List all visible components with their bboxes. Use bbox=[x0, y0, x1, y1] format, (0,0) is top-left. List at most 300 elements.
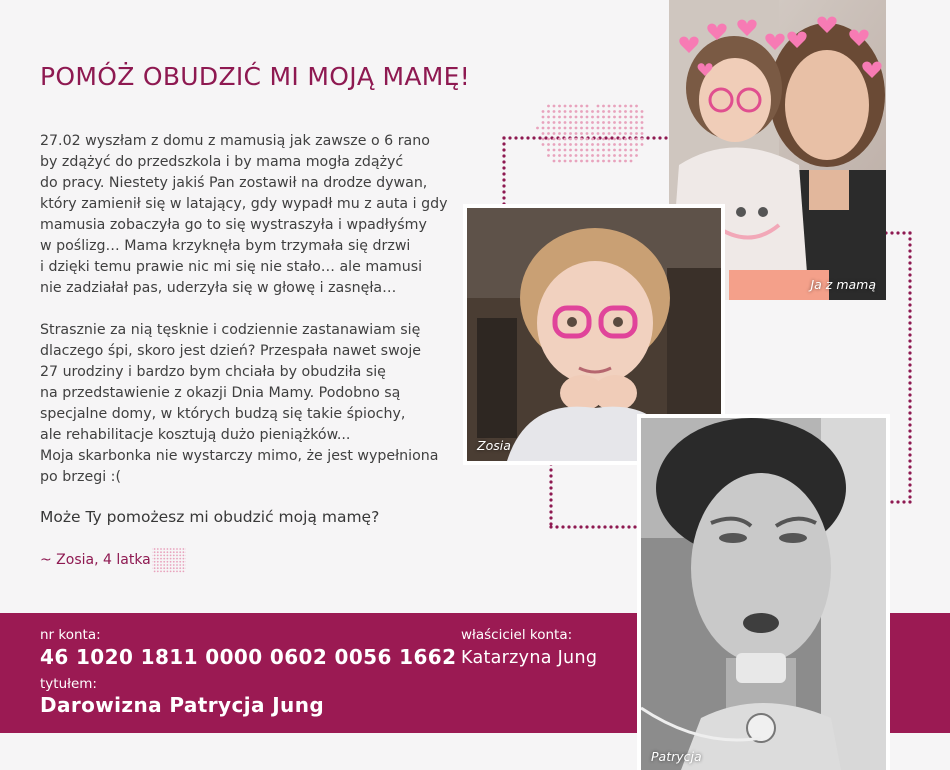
story-line: mamusia zobaczyła go to się wystraszyła i wpadłyśmy bbox=[40, 217, 427, 233]
heart-dot bbox=[586, 154, 589, 157]
heart-dot bbox=[160, 558, 162, 560]
connector-dot bbox=[514, 136, 517, 139]
heart-dot bbox=[586, 105, 589, 108]
heart-dot bbox=[619, 127, 622, 130]
heart-dot bbox=[173, 555, 175, 557]
connector-dot bbox=[502, 142, 505, 145]
heart-dot bbox=[558, 138, 561, 141]
story-line: do pracy. Niestety jakiś Pan zostawił na drodze dywan, bbox=[40, 175, 428, 191]
connector-dot bbox=[908, 423, 911, 426]
heart-dot bbox=[608, 105, 611, 108]
heart-dot bbox=[619, 116, 622, 119]
heart-dot bbox=[608, 138, 611, 141]
connector-dot bbox=[568, 136, 571, 139]
heart-dot bbox=[157, 555, 159, 557]
heart-dot bbox=[569, 105, 572, 108]
heart-dot bbox=[179, 551, 181, 553]
heart-dot bbox=[176, 567, 178, 569]
heart-dot bbox=[630, 143, 633, 146]
heart-dot bbox=[553, 154, 556, 157]
connector-dot bbox=[902, 231, 905, 234]
heart-dot bbox=[542, 138, 545, 141]
heart-dot bbox=[170, 551, 172, 553]
heart-dot bbox=[542, 127, 545, 130]
heart-dot bbox=[591, 154, 594, 157]
connector-dot bbox=[508, 136, 511, 139]
heart-dot bbox=[173, 564, 175, 566]
heart-dot bbox=[176, 571, 178, 573]
connector-dot bbox=[502, 160, 505, 163]
story-line: który zamienił się w latający, gdy wypadł mu z auta i gdy bbox=[40, 196, 448, 212]
heart-dot bbox=[163, 567, 165, 569]
heart-dot bbox=[586, 116, 589, 119]
heart-dot bbox=[154, 564, 156, 566]
heart-dot bbox=[613, 138, 616, 141]
heart-dot bbox=[167, 567, 169, 569]
connector-dot bbox=[908, 345, 911, 348]
heart-dot bbox=[597, 110, 600, 113]
heart-dot bbox=[176, 551, 178, 553]
heart-dot bbox=[597, 127, 600, 130]
connector-dot bbox=[561, 525, 564, 528]
connector-dot bbox=[634, 136, 637, 139]
heart-dot bbox=[154, 558, 156, 560]
heart-dot bbox=[630, 154, 633, 157]
connector-dot bbox=[544, 136, 547, 139]
heart-dot bbox=[580, 132, 583, 135]
heart-dot bbox=[630, 149, 633, 152]
heart-dot bbox=[624, 121, 627, 124]
heart-dot bbox=[613, 132, 616, 135]
connector-dot bbox=[567, 525, 570, 528]
heart-dot bbox=[580, 160, 583, 163]
heart-dot bbox=[558, 105, 561, 108]
heart-dot bbox=[635, 138, 638, 141]
heart-dot bbox=[608, 110, 611, 113]
connector-dot bbox=[902, 500, 905, 503]
heart-dot bbox=[547, 154, 550, 157]
heart-dot bbox=[591, 149, 594, 152]
heart-dot bbox=[602, 143, 605, 146]
heart-dot bbox=[591, 127, 594, 130]
connector-dot bbox=[556, 136, 559, 139]
story-line: na przedstawienie z okazji Dnia Mamy. Podobno są bbox=[40, 385, 401, 401]
heart-dot bbox=[635, 116, 638, 119]
heart-dot bbox=[163, 558, 165, 560]
connector-dot bbox=[908, 243, 911, 246]
heart-dot bbox=[157, 558, 159, 560]
heart-dot bbox=[575, 116, 578, 119]
heart-dot bbox=[591, 138, 594, 141]
connector-dot bbox=[908, 381, 911, 384]
connector-dot bbox=[908, 261, 911, 264]
heart-dot bbox=[173, 558, 175, 560]
heart-dot bbox=[170, 571, 172, 573]
heart-dot bbox=[564, 132, 567, 135]
heart-dot bbox=[635, 110, 638, 113]
heart-dot bbox=[641, 127, 644, 130]
connector-dot bbox=[908, 339, 911, 342]
heart-dot bbox=[157, 567, 159, 569]
heart-dot bbox=[157, 551, 159, 553]
connector-dot bbox=[908, 363, 911, 366]
heart-dot bbox=[641, 143, 644, 146]
connector-dot bbox=[549, 492, 552, 495]
heart-dot bbox=[608, 154, 611, 157]
heart-dot bbox=[608, 121, 611, 124]
heart-dot bbox=[547, 132, 550, 135]
heart-dot bbox=[635, 143, 638, 146]
connector-dot bbox=[908, 315, 911, 318]
heart-dot bbox=[173, 561, 175, 563]
heart-dot bbox=[624, 116, 627, 119]
heart-dot bbox=[624, 105, 627, 108]
heart-dot bbox=[641, 132, 644, 135]
heart-dot bbox=[183, 548, 185, 550]
connector-dot bbox=[586, 136, 589, 139]
story-line: 27 urodziny i bardzo bym chciała by obudziła się bbox=[40, 364, 386, 380]
story-line: by zdążyć do przedszkola i by mama mogła zdążyć bbox=[40, 154, 404, 170]
heart-dot bbox=[575, 105, 578, 108]
connector-dot bbox=[908, 393, 911, 396]
connector-dot bbox=[908, 369, 911, 372]
heart-dot bbox=[167, 548, 169, 550]
heart-dot bbox=[624, 127, 627, 130]
heart-dot bbox=[602, 121, 605, 124]
heart-dot bbox=[630, 105, 633, 108]
heart-dot bbox=[602, 132, 605, 135]
heart-dot bbox=[597, 132, 600, 135]
heart-dot bbox=[157, 564, 159, 566]
heart-dot bbox=[630, 160, 633, 163]
heart-dot bbox=[586, 127, 589, 130]
heart-dot bbox=[624, 154, 627, 157]
connector-dot bbox=[549, 522, 552, 525]
connector-dot bbox=[908, 351, 911, 354]
connector-dot bbox=[908, 447, 911, 450]
connector-dot bbox=[609, 525, 612, 528]
heart-dot bbox=[154, 555, 156, 557]
connector-dot bbox=[526, 136, 529, 139]
connector-dot bbox=[908, 267, 911, 270]
connector-dot bbox=[532, 136, 535, 139]
connector-dot bbox=[908, 459, 911, 462]
heart-dot bbox=[597, 149, 600, 152]
connector-dot bbox=[502, 166, 505, 169]
heart-dot bbox=[542, 116, 545, 119]
heart-dot bbox=[167, 555, 169, 557]
heart-dot bbox=[619, 121, 622, 124]
connector-dot bbox=[908, 231, 911, 234]
heart-dot bbox=[624, 110, 627, 113]
heart-dot bbox=[569, 160, 572, 163]
transfer-title: Darowizna Patrycja Jung bbox=[40, 693, 325, 717]
heart-dot bbox=[602, 149, 605, 152]
connector-dot bbox=[908, 495, 911, 498]
heart-dot bbox=[173, 548, 175, 550]
heart-dot bbox=[575, 121, 578, 124]
heart-dot bbox=[613, 154, 616, 157]
heart-dot bbox=[641, 138, 644, 141]
connector-dot bbox=[591, 525, 594, 528]
heart-dot bbox=[157, 548, 159, 550]
heart-dot bbox=[608, 143, 611, 146]
connector-dot bbox=[908, 375, 911, 378]
heart-dot bbox=[154, 567, 156, 569]
heart-dot bbox=[591, 132, 594, 135]
heart-dot bbox=[613, 143, 616, 146]
account-number: 46 1020 1811 0000 0602 0056 1662 bbox=[40, 645, 457, 669]
heart-dot bbox=[575, 138, 578, 141]
connector-dot bbox=[658, 136, 661, 139]
connector-dot bbox=[538, 136, 541, 139]
heart-dot bbox=[580, 121, 583, 124]
heart-dot bbox=[619, 105, 622, 108]
heart-dot bbox=[160, 567, 162, 569]
connector-dot bbox=[502, 172, 505, 175]
heart-dot bbox=[641, 116, 644, 119]
connector-dot bbox=[562, 136, 565, 139]
story-line: dlaczego śpi, skoro jest dzień? Przespała nawet swoje bbox=[40, 343, 422, 359]
heart-dot bbox=[624, 138, 627, 141]
signature: ~ Zosia, 4 latka bbox=[40, 552, 151, 568]
heart-dot bbox=[176, 548, 178, 550]
heart-dot bbox=[602, 138, 605, 141]
connector-dot bbox=[908, 471, 911, 474]
connector-dot bbox=[633, 525, 636, 528]
heart-dot bbox=[163, 551, 165, 553]
connector-dot bbox=[520, 136, 523, 139]
heart-dot bbox=[580, 149, 583, 152]
heart-dot bbox=[154, 561, 156, 563]
account-owner-label: właściciel konta: bbox=[461, 627, 573, 643]
story-paragraph-1 bbox=[40, 131, 460, 299]
connector-dot bbox=[628, 136, 631, 139]
heart-dot bbox=[553, 138, 556, 141]
heart-dot bbox=[167, 561, 169, 563]
heart-dot bbox=[602, 127, 605, 130]
connector-dot bbox=[627, 525, 630, 528]
heart-dot bbox=[564, 121, 567, 124]
heart-dot bbox=[580, 143, 583, 146]
connector-dot bbox=[549, 480, 552, 483]
heart-dot bbox=[170, 558, 172, 560]
heart-dot bbox=[553, 132, 556, 135]
heart-dot bbox=[553, 127, 556, 130]
connector-dot bbox=[908, 333, 911, 336]
heart-dot bbox=[580, 154, 583, 157]
connector-dot bbox=[908, 231, 911, 234]
heart-dot bbox=[547, 121, 550, 124]
story-line: 27.02 wyszłam z domu z mamusią jak zawsze o 6 rano bbox=[40, 133, 430, 149]
connector-dot bbox=[621, 525, 624, 528]
heart-dot bbox=[608, 132, 611, 135]
connector-dot bbox=[610, 136, 613, 139]
heart-dot bbox=[602, 160, 605, 163]
heart-dot bbox=[635, 149, 638, 152]
heart-dot bbox=[558, 110, 561, 113]
connector-dot bbox=[908, 387, 911, 390]
heart-dot bbox=[619, 149, 622, 152]
connector-dot bbox=[579, 525, 582, 528]
heart-dot bbox=[558, 127, 561, 130]
heart-dot bbox=[635, 105, 638, 108]
heart-dot bbox=[575, 149, 578, 152]
heart-dot bbox=[569, 132, 572, 135]
connector-dot bbox=[908, 399, 911, 402]
connector-dot bbox=[646, 136, 649, 139]
heart-dot bbox=[157, 571, 159, 573]
heart-dot bbox=[597, 143, 600, 146]
heart-dot bbox=[163, 548, 165, 550]
story-line: nie zadziałał pas, uderzyła się w głowę i zasnęła… bbox=[40, 280, 397, 296]
heart-dot bbox=[597, 116, 600, 119]
heart-dot bbox=[564, 116, 567, 119]
connector-dot bbox=[604, 136, 607, 139]
heart-dot bbox=[575, 110, 578, 113]
heart-dot bbox=[170, 564, 172, 566]
account-number-label: nr konta: bbox=[40, 627, 101, 643]
connector-dot bbox=[908, 327, 911, 330]
heart-dot bbox=[167, 571, 169, 573]
heart-dot bbox=[547, 138, 550, 141]
heart-dot bbox=[586, 149, 589, 152]
heart-dot bbox=[564, 149, 567, 152]
heart-dot bbox=[630, 110, 633, 113]
heart-dot bbox=[569, 154, 572, 157]
heart-dot bbox=[602, 154, 605, 157]
heart-dot bbox=[586, 121, 589, 124]
heart-dot bbox=[597, 138, 600, 141]
heart-dot bbox=[580, 110, 583, 113]
heart-dot bbox=[591, 160, 594, 163]
connector-dot bbox=[908, 297, 911, 300]
heart-dot bbox=[608, 160, 611, 163]
connector-dot bbox=[502, 136, 505, 139]
heart-dot bbox=[624, 132, 627, 135]
appeal-question: Może Ty pomożesz mi obudzić moją mamę? bbox=[40, 508, 380, 526]
heart-dot bbox=[179, 558, 181, 560]
heart-dot bbox=[558, 149, 561, 152]
heart-dot bbox=[179, 561, 181, 563]
heart-dot bbox=[591, 121, 594, 124]
connector-dot bbox=[652, 136, 655, 139]
heart-dot bbox=[597, 121, 600, 124]
connector-dot bbox=[549, 510, 552, 513]
heart-dot bbox=[167, 558, 169, 560]
heart-dot bbox=[542, 132, 545, 135]
connector-dot bbox=[908, 291, 911, 294]
connector-dot bbox=[908, 285, 911, 288]
heart-dot bbox=[591, 116, 594, 119]
heart-dot bbox=[564, 143, 567, 146]
connector-dot bbox=[908, 249, 911, 252]
heart-dot bbox=[547, 116, 550, 119]
heart-dot bbox=[163, 564, 165, 566]
heart-dot bbox=[586, 110, 589, 113]
heart-dot bbox=[170, 555, 172, 557]
heart-dot bbox=[630, 127, 633, 130]
heart-dot bbox=[624, 143, 627, 146]
heart-dot bbox=[564, 105, 567, 108]
heart-dot bbox=[630, 116, 633, 119]
story-line: Moja skarbonka nie wystarczy mimo, że jest wypełniona bbox=[40, 448, 439, 464]
heart-dot bbox=[558, 160, 561, 163]
heart-dot bbox=[580, 105, 583, 108]
connector-dot bbox=[908, 279, 911, 282]
heart-dot bbox=[160, 571, 162, 573]
heart-dot bbox=[553, 116, 556, 119]
connector-dot bbox=[890, 500, 893, 503]
heart-dot bbox=[569, 127, 572, 130]
heart-dot bbox=[179, 548, 181, 550]
heart-dot bbox=[157, 561, 159, 563]
heart-dot bbox=[176, 564, 178, 566]
connector-dot bbox=[664, 136, 667, 139]
connector-dot bbox=[502, 190, 505, 193]
heart-dot bbox=[591, 143, 594, 146]
dotted-heart-icon bbox=[536, 105, 643, 163]
heart-dot bbox=[536, 127, 539, 130]
connector-dot bbox=[555, 525, 558, 528]
connector-dot bbox=[616, 136, 619, 139]
heart-dot bbox=[586, 160, 589, 163]
connector-dot bbox=[502, 148, 505, 151]
heart-dot bbox=[586, 138, 589, 141]
heart-dot bbox=[564, 160, 567, 163]
heart-dot bbox=[176, 555, 178, 557]
connector-dot bbox=[908, 483, 911, 486]
connector-dot bbox=[549, 468, 552, 471]
connector-dot bbox=[549, 462, 552, 465]
heart-dot bbox=[542, 121, 545, 124]
connector-dot bbox=[603, 525, 606, 528]
heart-dot bbox=[558, 132, 561, 135]
heart-dot bbox=[641, 121, 644, 124]
story-line: specjalne domy, w których budzą się takie śpiochy, bbox=[40, 406, 406, 422]
heart-dot bbox=[569, 121, 572, 124]
connector-dot bbox=[585, 525, 588, 528]
connector-dot bbox=[890, 231, 893, 234]
heart-dot bbox=[173, 567, 175, 569]
heart-dot bbox=[183, 561, 185, 563]
connector-dot bbox=[908, 435, 911, 438]
heart-dot bbox=[558, 116, 561, 119]
page-title: POMÓŻ OBUDZIĆ MI MOJĄ MAMĘ! bbox=[40, 62, 471, 91]
heart-dot bbox=[569, 116, 572, 119]
connector-dot bbox=[615, 525, 618, 528]
connector-dot bbox=[549, 516, 552, 519]
connector-dot bbox=[502, 202, 505, 205]
heart-dot bbox=[179, 555, 181, 557]
heart-dot bbox=[154, 551, 156, 553]
heart-dot bbox=[167, 564, 169, 566]
heart-dot bbox=[179, 564, 181, 566]
connector-dot bbox=[502, 184, 505, 187]
heart-dot bbox=[580, 138, 583, 141]
connector-dot bbox=[896, 231, 899, 234]
heart-dot bbox=[569, 138, 572, 141]
heart-dot bbox=[547, 127, 550, 130]
connector-dot bbox=[502, 178, 505, 181]
connector-dot bbox=[550, 136, 553, 139]
heart-dot bbox=[569, 143, 572, 146]
heart-dot bbox=[602, 116, 605, 119]
heart-dot bbox=[602, 105, 605, 108]
heart-dot bbox=[179, 571, 181, 573]
heart-dot bbox=[630, 121, 633, 124]
heart-dot bbox=[635, 121, 638, 124]
